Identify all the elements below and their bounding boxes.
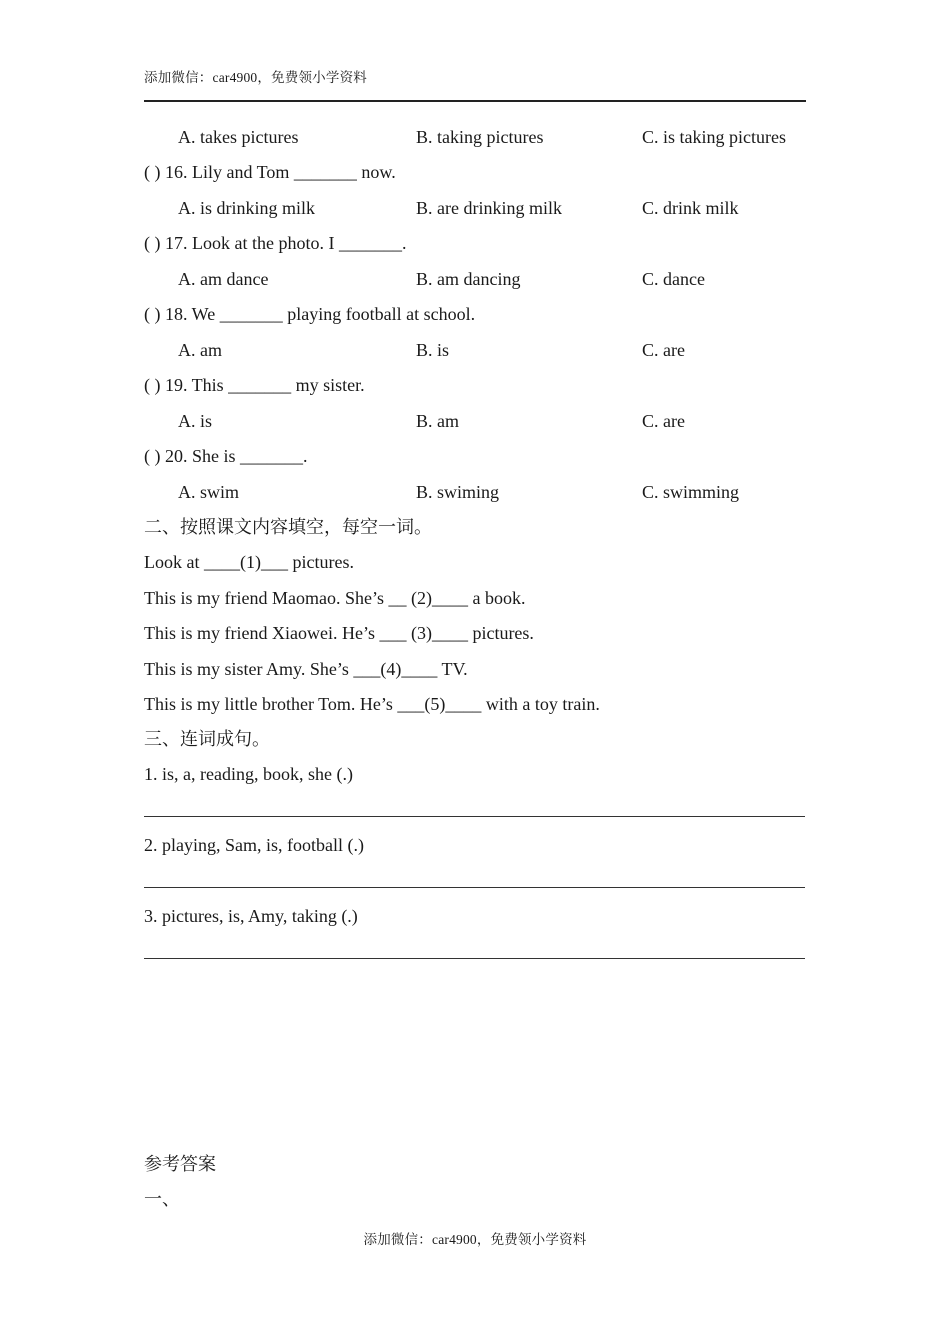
answer-key-part-1: 一、 (144, 1189, 180, 1209)
q17-option-c: C. dance (642, 269, 705, 289)
fill-in-line-1: Look at ____(1)___ pictures. (144, 552, 354, 572)
q16-option-c: C. drink milk (642, 198, 739, 218)
q19-option-a: A. is (178, 411, 213, 431)
q19-option-c: C. are (642, 411, 685, 431)
sentence-item-3: 3. pictures, is, Amy, taking (.) (144, 906, 358, 926)
q19-option-b: B. am (416, 411, 459, 431)
answer-line-2[interactable] (144, 887, 805, 888)
section-2-title: 二、按照课文内容填空，每空一词。 (144, 517, 432, 537)
q15-option-a: A. takes pictures (178, 127, 299, 147)
q15-option-b: B. taking pictures (416, 127, 544, 147)
question-18-stem: ( ) 18. We _______ playing football at school. (144, 304, 476, 324)
fill-in-line-4: This is my sister Amy. She’s ___(4)____ TV. (144, 659, 468, 679)
header-watermark-note: 添加微信：car4900，免费领小学资料 (144, 70, 367, 85)
sentence-item-2: 2. playing, Sam, is, football (.) (144, 835, 364, 855)
question-16-stem: ( ) 16. Lily and Tom _______ now. (144, 162, 396, 182)
q18-option-a: A. am (178, 340, 222, 360)
fill-in-line-5: This is my little brother Tom. He’s ___(5)____ with a toy train. (144, 694, 600, 714)
answer-line-3[interactable] (144, 958, 805, 959)
q20-option-b: B. swiming (416, 482, 500, 502)
section-3-title: 三、连词成句。 (144, 729, 270, 749)
q18-option-b: B. is (416, 340, 450, 360)
q20-option-c: C. swimming (642, 482, 740, 502)
q20-option-a: A. swim (178, 482, 240, 502)
footer-watermark-note: 添加微信：car4900，免费领小学资料 (363, 1232, 587, 1247)
answer-key-title: 参考答案 (144, 1154, 216, 1174)
answer-line-1[interactable] (144, 816, 805, 817)
q16-option-a: A. is drinking milk (178, 198, 316, 218)
q15-option-c: C. is taking pictures (642, 127, 786, 147)
fill-in-line-3: This is my friend Xiaowei. He’s ___ (3)____ pictures. (144, 623, 534, 643)
question-17-stem: ( ) 17. Look at the photo. I _______. (144, 233, 407, 253)
q17-option-a: A. am dance (178, 269, 269, 289)
question-20-stem: ( ) 20. She is _______. (144, 446, 308, 466)
q17-option-b: B. am dancing (416, 269, 521, 289)
sentence-item-1: 1. is, a, reading, book, she (.) (144, 764, 353, 784)
q16-option-b: B. are drinking milk (416, 198, 562, 218)
fill-in-line-2: This is my friend Maomao. She’s __ (2)____ a book. (144, 588, 526, 608)
header-divider (144, 100, 806, 102)
q18-option-c: C. are (642, 340, 685, 360)
question-19-stem: ( ) 19. This _______ my sister. (144, 375, 365, 395)
